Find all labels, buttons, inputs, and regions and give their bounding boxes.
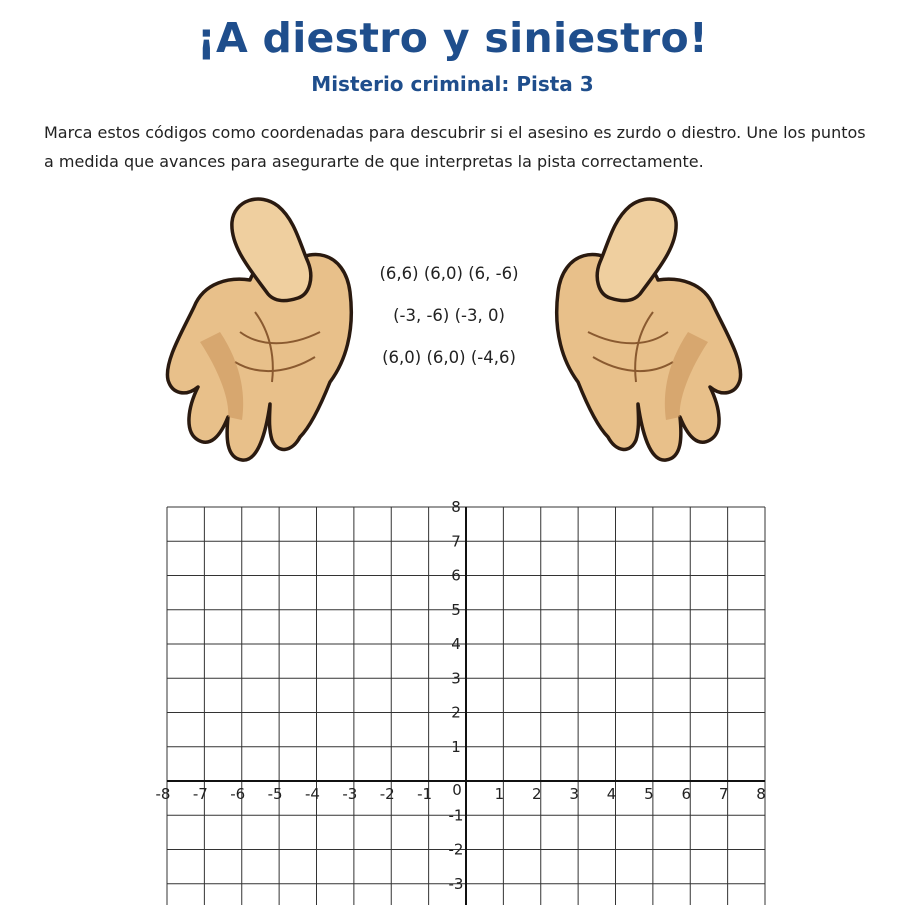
- y-tick-label: 5: [451, 600, 461, 619]
- y-tick-label: -2: [448, 840, 464, 859]
- x-tick-label: -4: [305, 785, 320, 803]
- x-tick-label: 7: [718, 785, 729, 803]
- y-tick-label: -1: [448, 806, 464, 825]
- code-line: (6,6) (6,0) (6, -6): [379, 264, 519, 283]
- y-tick-label: 4: [451, 635, 461, 653]
- y-tick-label: -3: [448, 874, 464, 893]
- code-line: (6,0) (6,0) (-4,6): [382, 348, 516, 367]
- code-line: (-3, -6) (-3, 0): [393, 306, 505, 325]
- x-tick-label: 8: [756, 785, 766, 803]
- y-tick-label: 6: [451, 566, 461, 585]
- x-tick-label: -3: [342, 785, 358, 803]
- y-tick-label: 7: [451, 532, 461, 551]
- x-tick-label: 1: [494, 785, 505, 803]
- y-tick-label: 3: [451, 669, 461, 688]
- x-tick-label: 5: [644, 785, 654, 803]
- x-tick-label: -5: [267, 785, 283, 803]
- x-tick-label: -8: [155, 785, 171, 803]
- x-tick-label: -1: [417, 785, 433, 803]
- x-tick-label: 3: [569, 785, 579, 803]
- origin-label: 0: [452, 781, 462, 799]
- x-tick-label: 6: [681, 785, 692, 803]
- x-tick-label: -2: [379, 785, 395, 803]
- y-tick-label: 2: [451, 703, 461, 722]
- y-tick-label: 8: [451, 498, 461, 516]
- y-tick-label: 1: [451, 737, 461, 756]
- page-title: ¡A diestro y siniestro!: [196, 14, 709, 62]
- x-tick-label: 2: [531, 785, 542, 803]
- x-tick-label: -7: [192, 785, 208, 803]
- instructions-text: Marca estos códigos como coordenadas para descubrir si el asesino es zurdo o diestro. Une los puntos a medida que avances para asegurarte de que interpretas la pista correctamente.: [44, 123, 866, 171]
- x-tick-label: 4: [606, 785, 617, 803]
- page-subtitle: Misterio criminal: Pista 3: [311, 72, 594, 96]
- x-tick-label: -6: [230, 785, 246, 803]
